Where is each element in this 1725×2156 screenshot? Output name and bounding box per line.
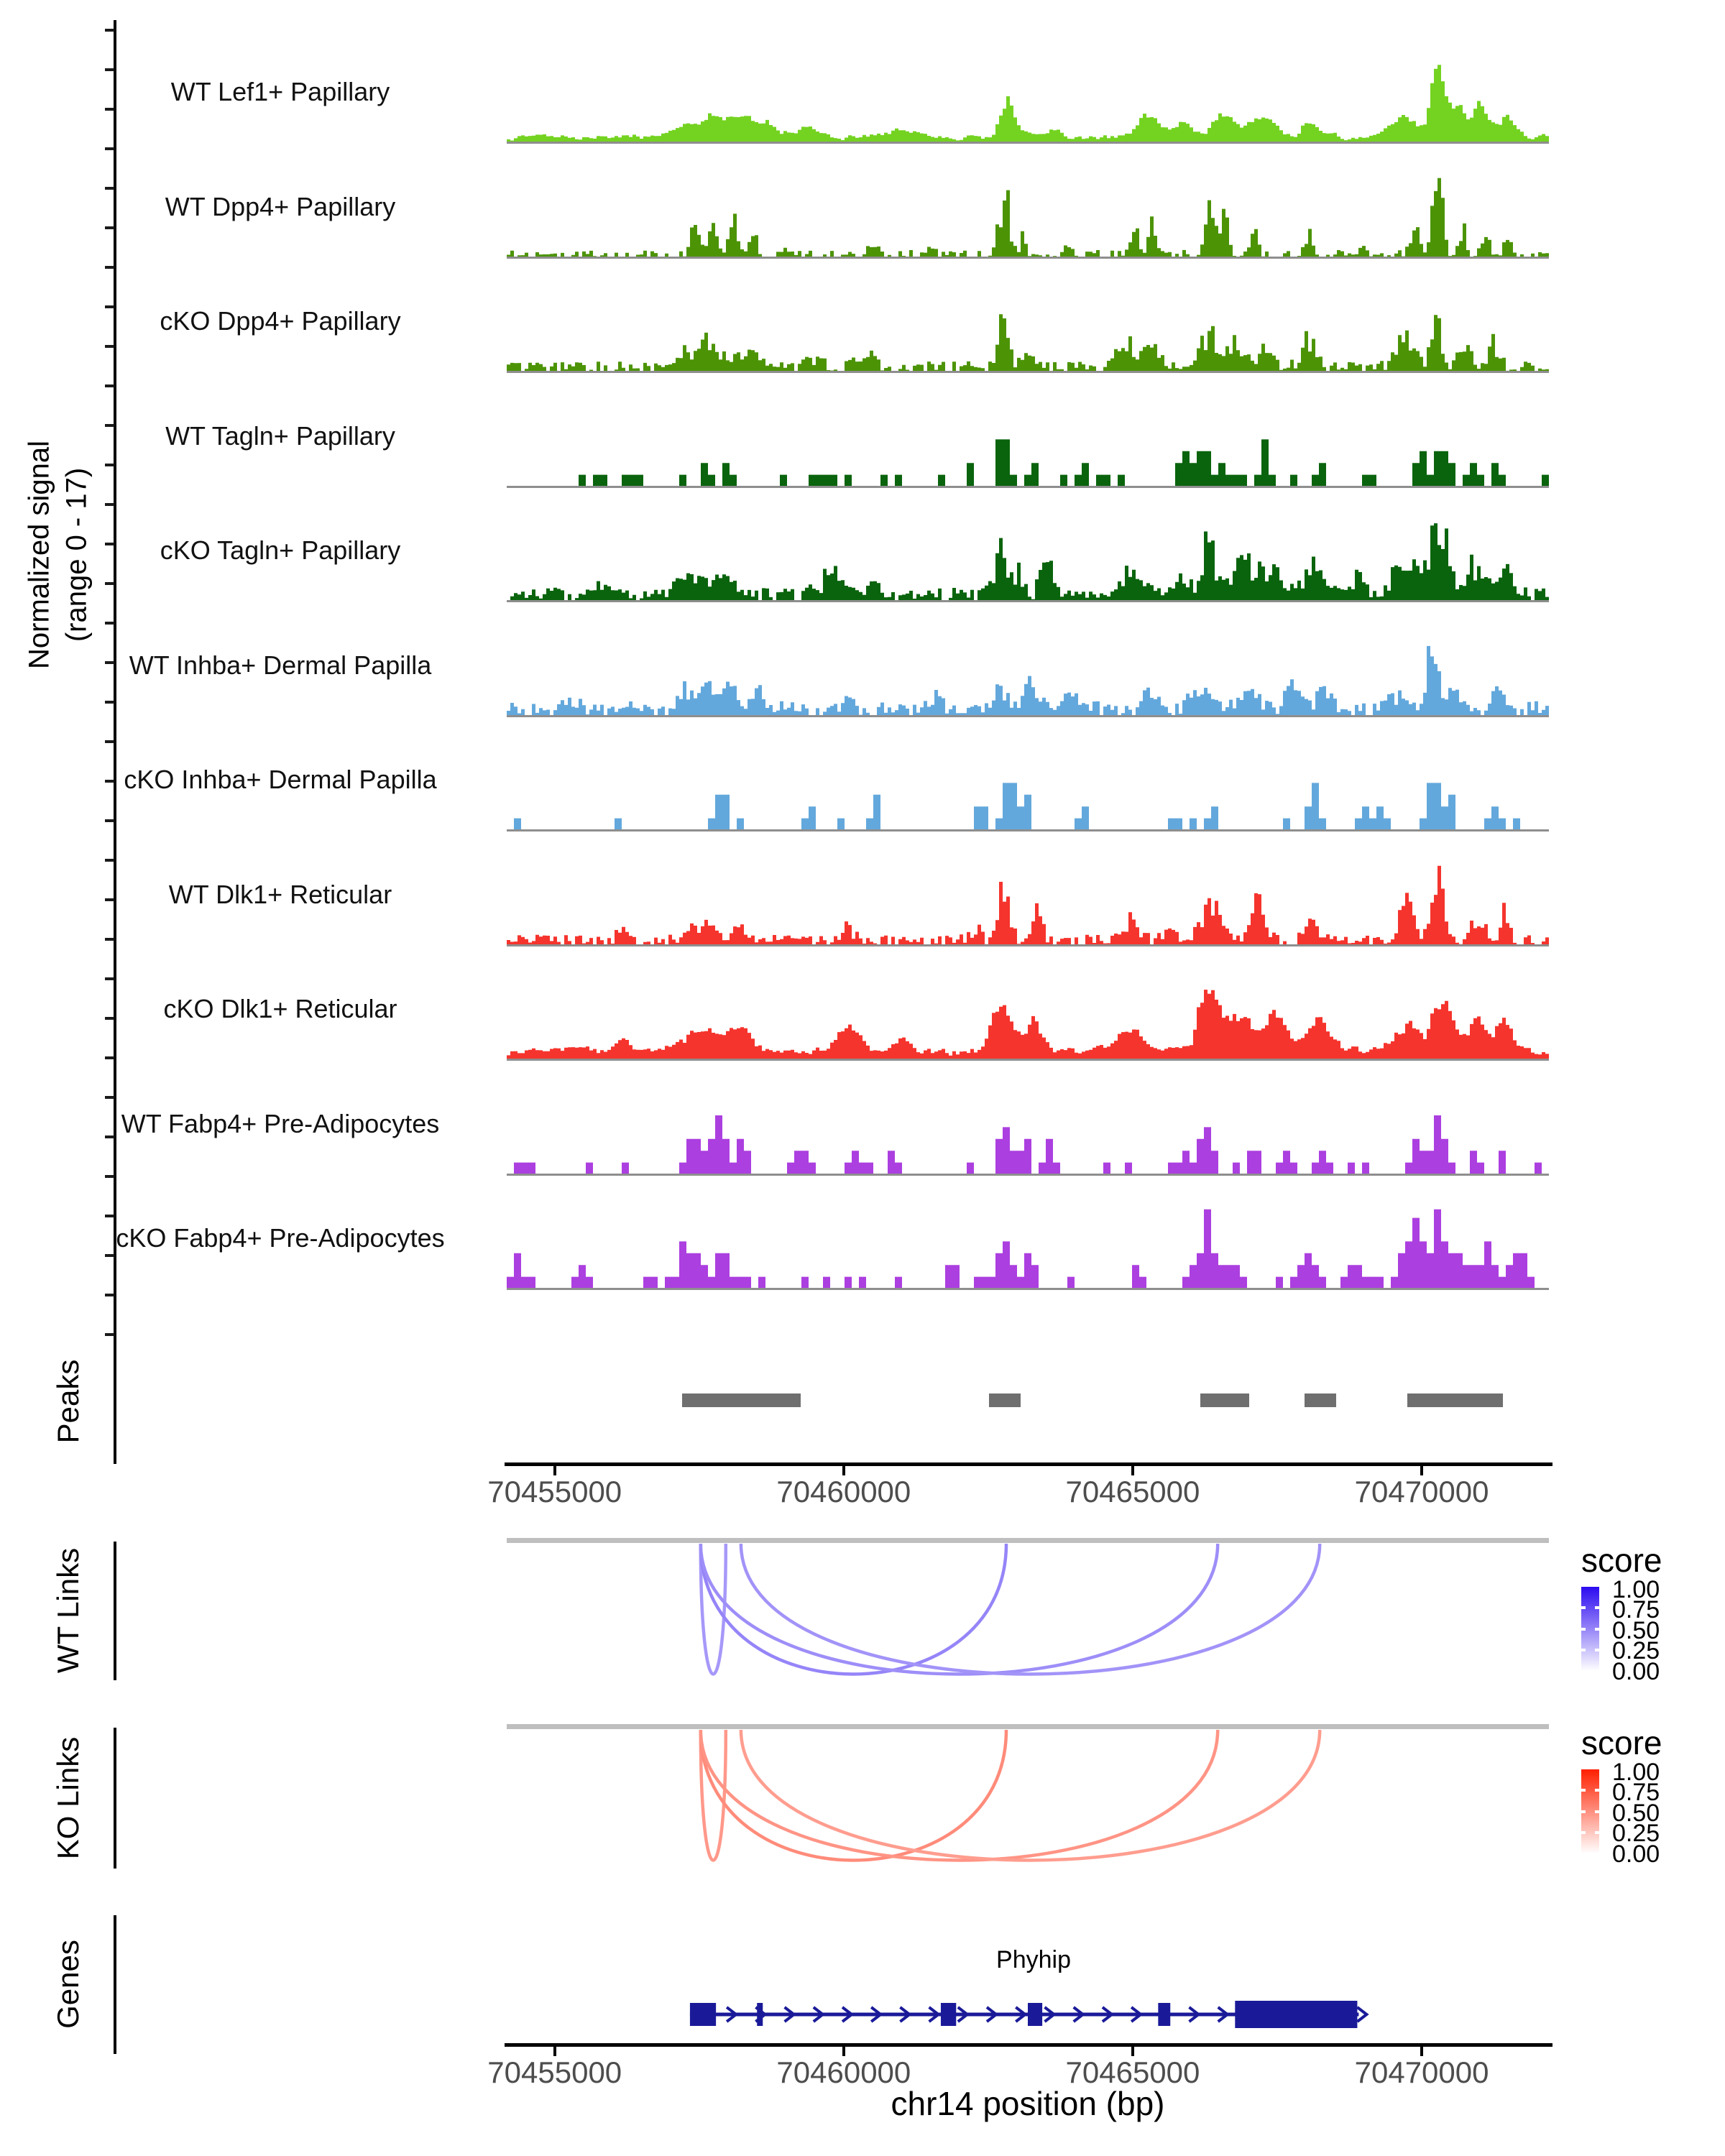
y-axis-tick (105, 977, 114, 980)
y-axis-tick (105, 819, 114, 822)
track-baseline (507, 944, 1549, 946)
x-axis-tick-label: 70470000 (1354, 2055, 1489, 2089)
y-axis-tick (105, 1056, 114, 1059)
gene-model (507, 1987, 1549, 2045)
legend-tick-label: 0.50 (1612, 1617, 1660, 1644)
legend-tick-label: 0.25 (1612, 1820, 1660, 1847)
y-axis-tick (105, 384, 114, 387)
track-baseline (507, 1288, 1549, 1290)
wt-links-top-border (507, 1538, 1549, 1543)
peaks-x-axis-line (505, 1462, 1552, 1466)
y-axis-tick (105, 68, 114, 71)
legend-bar-tick (1581, 1649, 1586, 1651)
x-axis-tick-label: 70455000 (487, 2055, 622, 2089)
coverage-track-signal (507, 1207, 1549, 1290)
y-axis-tick (105, 1175, 114, 1178)
peak-region-box (682, 1393, 801, 1407)
coverage-track-signal (507, 1092, 1549, 1176)
track-baseline (507, 829, 1549, 831)
legend-tick-label: 0.50 (1612, 1800, 1660, 1827)
legend-bar-tick (1595, 1649, 1599, 1651)
ko-links-top-border (507, 1724, 1549, 1729)
legend-bar-tick (1581, 1810, 1586, 1813)
coverage-track-signal (507, 977, 1549, 1061)
peaks-axis-line (114, 1337, 116, 1464)
coverage-track-signal (507, 60, 1549, 144)
ko-links-axis-line (114, 1728, 116, 1869)
y-axis-label-line1: Normalized signal (23, 441, 55, 669)
y-axis-tick (105, 938, 114, 941)
y-axis-tick (105, 29, 114, 32)
legend-tick-label: 0.00 (1612, 1658, 1660, 1685)
track-label: cKO Dpp4+ Papillary (160, 306, 401, 336)
track-baseline (507, 142, 1549, 144)
peak-region-box (1407, 1393, 1503, 1407)
x-axis-tick-label: 70460000 (776, 2055, 911, 2089)
x-axis-tick-label: 70470000 (1354, 1475, 1489, 1508)
legend-tick-label: 1.00 (1612, 1576, 1660, 1603)
legend-tick-label: 0.25 (1612, 1637, 1660, 1664)
coverage-track-signal (507, 634, 1549, 717)
legend-tick-label: 0.75 (1612, 1779, 1660, 1806)
y-axis-tick (105, 701, 114, 704)
track-baseline (507, 257, 1549, 259)
coverage-track-signal (507, 748, 1549, 831)
legend-tick-label: 0.00 (1612, 1841, 1660, 1868)
legend-bar-tick (1595, 1789, 1599, 1792)
track-baseline (507, 1174, 1549, 1176)
y-axis-tick (105, 582, 114, 585)
coverage-track-signal (507, 290, 1549, 373)
y-axis-tick (105, 1096, 114, 1099)
ko-score-legend-title: score (1581, 1724, 1662, 1761)
peak-region-box (1200, 1393, 1249, 1407)
legend-bar-tick (1595, 1831, 1599, 1834)
peak-region-box (1305, 1393, 1336, 1407)
x-axis-tick-label: 70465000 (1065, 2055, 1200, 2089)
legend-bar-tick (1595, 1628, 1599, 1631)
wt-links-axis-line (114, 1542, 116, 1680)
track-label: WT Fabp4+ Pre-Adipocytes (121, 1108, 440, 1138)
y-axis-tick (105, 1215, 114, 1217)
track-baseline (507, 600, 1549, 602)
genes-section-label: Genes (51, 1940, 85, 2029)
x-axis-title: chr14 position (bp) (891, 2085, 1165, 2122)
track-baseline (507, 486, 1549, 488)
legend-bar-tick (1595, 1606, 1599, 1609)
track-label: cKO Fabp4+ Pre-Adipocytes (116, 1223, 445, 1253)
y-axis-tick (105, 1294, 114, 1296)
track-baseline (507, 715, 1549, 717)
legend-bar-tick (1581, 1789, 1586, 1792)
y-axis-tick (105, 226, 114, 229)
ko-links-section-label: KO Links (51, 1736, 85, 1860)
y-axis-tick (105, 345, 114, 348)
y-axis-tick (105, 503, 114, 506)
genes-axis-line (114, 1915, 116, 2054)
coverage-track-signal (507, 405, 1549, 488)
peaks-section-label: Peaks (51, 1359, 85, 1444)
peak-region-box (989, 1393, 1021, 1407)
wt-links-arcs (507, 1543, 1549, 1687)
y-axis-label-line2: (range 0 - 17) (60, 467, 93, 642)
track-label: cKO Tagln+ Papillary (160, 535, 401, 565)
coverage-track-signal (507, 519, 1549, 602)
track-label: WT Tagln+ Papillary (165, 420, 395, 451)
y-axis-tick (105, 147, 114, 150)
legend-bar-tick (1581, 1606, 1586, 1609)
track-label: cKO Dlk1+ Reticular (163, 994, 397, 1023)
track-label: cKO Inhba+ Dermal Papilla (124, 765, 437, 794)
track-label: WT Inhba+ Dermal Papilla (129, 650, 432, 680)
track-label: WT Lef1+ Papillary (170, 77, 390, 106)
bottom-x-axis-line (505, 2043, 1552, 2047)
track-baseline (507, 1059, 1549, 1061)
wt-links-section-label: WT Links (51, 1547, 85, 1674)
y-axis-tick (105, 859, 114, 862)
x-axis-tick-label: 70465000 (1065, 1475, 1200, 1508)
x-axis-tick-label: 70460000 (776, 1475, 911, 1508)
wt-score-legend-title: score (1581, 1542, 1662, 1579)
y-axis-tick (105, 464, 114, 466)
y-axis-tick (105, 622, 114, 625)
legend-tick-label: 0.75 (1612, 1596, 1660, 1623)
legend-bar-tick (1595, 1810, 1599, 1813)
track-label: WT Dpp4+ Papillary (165, 191, 396, 221)
legend-tick-label: 1.00 (1612, 1759, 1660, 1786)
track-label: WT Dlk1+ Reticular (168, 879, 392, 909)
track-baseline (507, 371, 1549, 373)
gene-name-label: Phyhip (996, 1946, 1071, 1973)
coverage-track-signal (507, 175, 1549, 259)
y-axis-tick (105, 740, 114, 743)
coverage-track-signal (507, 863, 1549, 946)
y-axis-tick (105, 1333, 114, 1336)
x-axis-tick-label: 70455000 (487, 1475, 622, 1508)
legend-bar-tick (1581, 1628, 1586, 1631)
legend-bar-tick (1581, 1831, 1586, 1834)
y-axis-tick (105, 266, 114, 269)
ko-links-arcs (507, 1729, 1549, 1873)
